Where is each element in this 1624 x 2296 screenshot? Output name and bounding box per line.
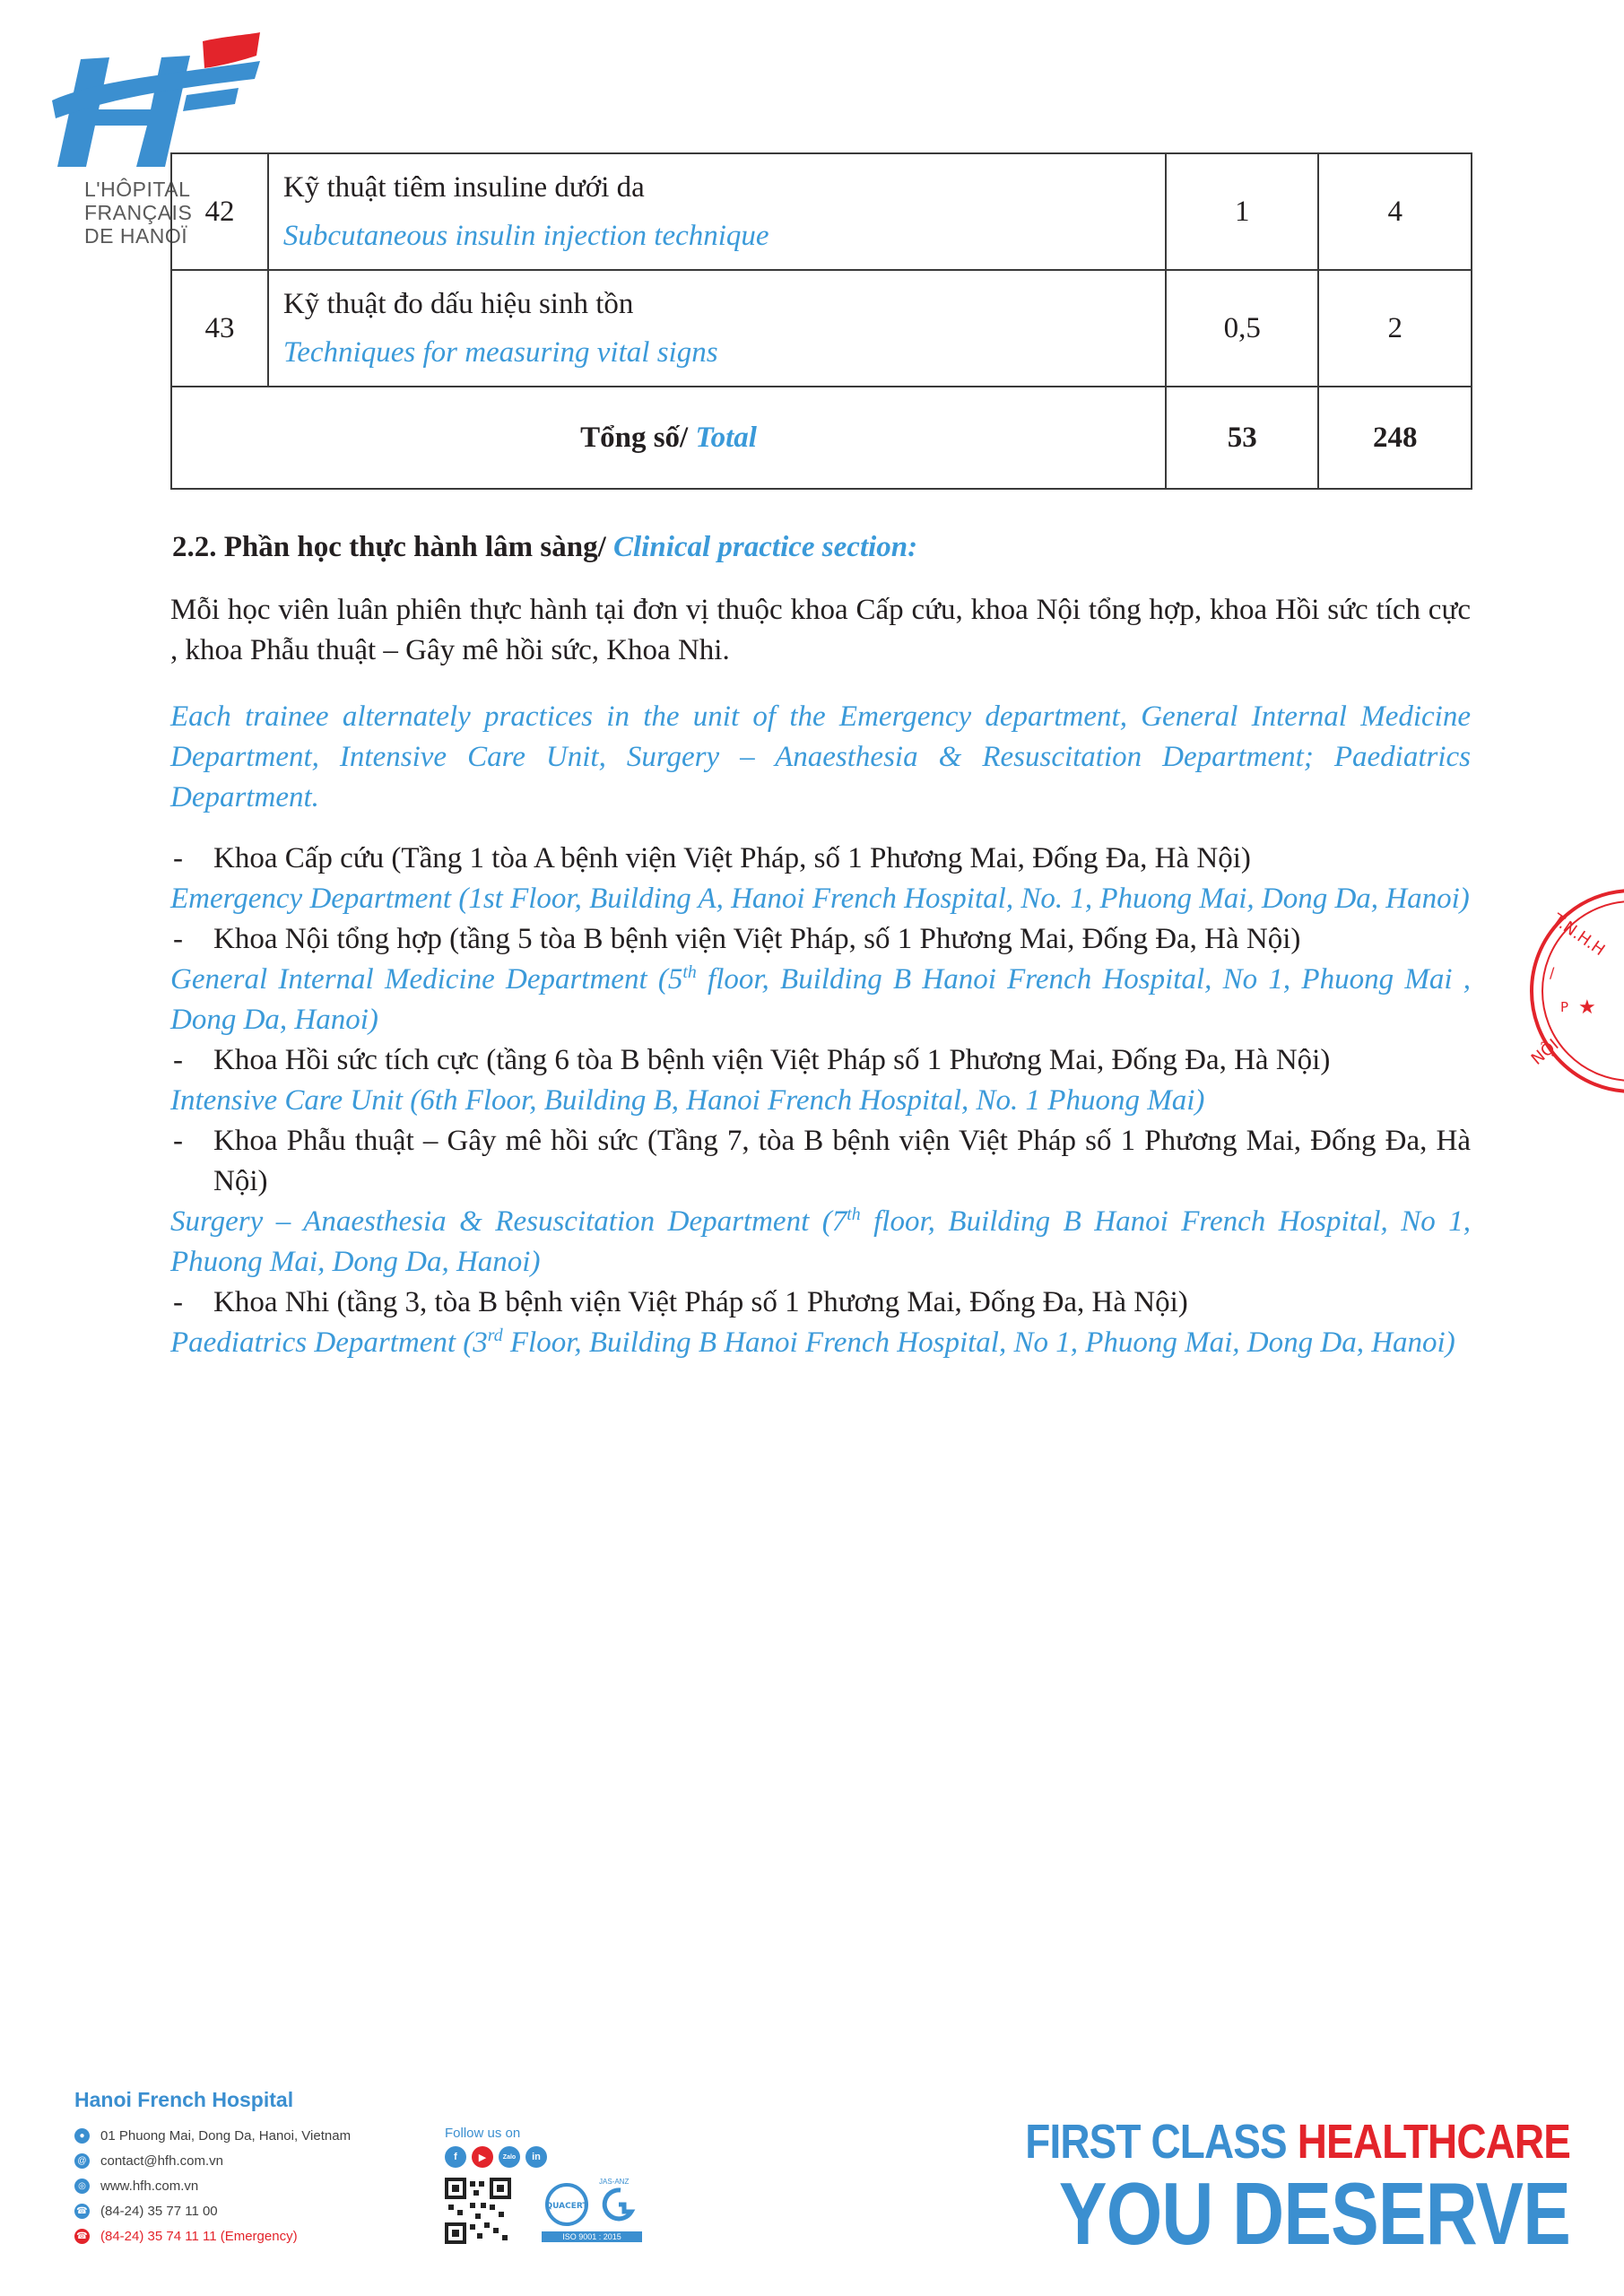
department-text-en: Floor, Building B Hanoi French Hospital, No 1, Phuong Mai, Dong Da, Hanoi) — [502, 1326, 1455, 1359]
svg-text:P: P — [1560, 999, 1569, 1015]
row-description — [268, 270, 1166, 387]
department-text-en: General Internal Medicine Department (5 — [170, 963, 683, 996]
globe-icon: ◎ — [74, 2179, 90, 2194]
cert-iso: ISO 9001 : 2015 — [542, 2231, 642, 2242]
row-number: 42 — [171, 153, 268, 270]
follow-us — [445, 2126, 547, 2168]
youtube-icon[interactable]: ▶ — [472, 2146, 493, 2168]
footer-phone[interactable] — [74, 2198, 351, 2223]
linkedin-icon[interactable]: in — [525, 2146, 547, 2168]
list-dash: - — [173, 1125, 183, 1157]
department-text-vi: Khoa Hồi sức tích cực (tầng 6 tòa B bệnh viện Việt Pháp số 1 Phương Mai, Đống Đa, Hà Nội) — [213, 1044, 1331, 1076]
row-value-1: 0,5 — [1166, 270, 1318, 387]
department-text-en: Paediatrics Department (3 — [170, 1326, 488, 1359]
footer-website[interactable] — [74, 2173, 351, 2198]
row-title-vi: Kỹ thuật tiêm insuline dưới da — [282, 171, 645, 204]
department-text-en: floor, Building B Hanoi French Hospital, No 1, Phuong Mai, Dong Da, Hanoi) — [170, 1205, 1471, 1278]
ordinal-suffix: rd — [487, 1326, 503, 1345]
footer-contact — [74, 2088, 351, 2248]
logo-blue-f-bar — [183, 88, 239, 111]
row-title-en: Techniques for measuring vital signs — [282, 336, 718, 369]
slogan-blue: FIRST CLASS — [1025, 2115, 1298, 2169]
facebook-icon[interactable]: f — [445, 2146, 466, 2168]
footer-email[interactable] — [74, 2148, 351, 2173]
total-value-2: 248 — [1318, 387, 1472, 489]
paragraph-en: Each trainee alternately practices in the unit of the Emergency department, General Internal Medicine Department, Intensive Care Unit, Surgery – Anaesthesia & Resuscitation Department; Paediatrics Department. — [170, 700, 1471, 813]
ordinal-suffix: th — [682, 962, 697, 982]
qr-code — [445, 2178, 511, 2244]
paragraph-vi: Mỗi học viên luân phiên thực hành tại đơn vị thuộc khoa Cấp cứu, khoa Nội tổng hợp, khoa Hồi sức tích cực , khoa Phẫu thuật – Gây mê hồi sức, Khoa Nhi. — [170, 594, 1471, 666]
footer-email-text: contact@hfh.com.vn — [100, 2152, 223, 2169]
slogan-red: HEALTHCARE — [1297, 2115, 1570, 2169]
slogan-line-2: YOU DESERVE — [1058, 2164, 1570, 2263]
table-row — [171, 153, 1472, 270]
email-icon: @ — [74, 2153, 90, 2169]
svg-text:★: ★ — [1578, 996, 1596, 1019]
row-value-2: 4 — [1318, 153, 1472, 270]
department-item-en: Emergency Department (1st Floor, Building A, Hanoi French Hospital, No. 1, Phuong Mai, Dong Da, Hanoi) — [170, 883, 1470, 915]
ordinal-suffix: th — [847, 1205, 861, 1224]
official-stamp — [1515, 879, 1624, 1103]
department-item-vi — [170, 919, 1471, 960]
department-text-vi: Khoa Phẫu thuật – Gây mê hồi sức (Tầng 7, tòa B bệnh viện Việt Pháp số 1 Phương Mai, Đống Đa, Hà Nội) — [213, 1125, 1471, 1197]
footer-emergency[interactable] — [74, 2223, 351, 2248]
course-table — [170, 152, 1472, 490]
department-item-en — [170, 1202, 1471, 1283]
zalo-icon[interactable]: Zalo — [499, 2146, 520, 2168]
location-icon: ● — [74, 2128, 90, 2144]
cert-name: QUACERT — [545, 2202, 588, 2211]
department-text-en: Surgery – Anaesthesia & Resuscitation Department (7 — [170, 1205, 847, 1238]
svg-text:T.N.H.H: T.N.H.H — [1549, 909, 1609, 961]
department-list — [170, 839, 1471, 1363]
svg-text:NỘI: NỘI — [1527, 1035, 1563, 1069]
svg-text:/: / — [1550, 964, 1555, 981]
logo-blue-h — [57, 56, 190, 167]
total-label — [171, 387, 1166, 489]
department-text-vi: Khoa Cấp cứu (Tầng 1 tòa A bệnh viện Việt Pháp, số 1 Phương Mai, Đống Đa, Hà Nội) — [213, 842, 1251, 874]
department-item-en — [170, 960, 1471, 1040]
social-icons — [445, 2146, 547, 2168]
department-item-vi — [170, 1283, 1471, 1323]
department-item-vi — [170, 839, 1471, 879]
footer-hospital-name: Hanoi French Hospital — [74, 2088, 294, 2111]
department-item-en — [170, 1323, 1471, 1363]
certification — [542, 2178, 642, 2244]
list-dash: - — [173, 1044, 183, 1076]
table-row — [171, 270, 1472, 387]
slogan-line-1 — [1025, 2115, 1570, 2169]
section-heading — [172, 531, 917, 564]
total-label-en: Total — [695, 421, 757, 454]
footer-address-text: 01 Phuong Mai, Dong Da, Hanoi, Vietnam — [100, 2127, 352, 2144]
row-title-en: Subcutaneous insulin injection technique — [282, 220, 769, 252]
list-dash: - — [173, 923, 183, 955]
emergency-phone-icon: ☎ — [74, 2229, 90, 2244]
logo-line: L'HÔPITAL — [84, 178, 191, 201]
logo-line: DE HANOÏ — [84, 224, 188, 248]
department-text-vi: Khoa Nội tổng hợp (tầng 5 tòa B bệnh viện Việt Pháp, số 1 Phương Mai, Đống Đa, Hà Nội) — [213, 923, 1301, 955]
table-total-row — [171, 387, 1472, 489]
row-value-2: 2 — [1318, 270, 1472, 387]
department-item-vi — [170, 1121, 1471, 1202]
row-value-1: 1 — [1166, 153, 1318, 270]
certification-badge — [542, 2178, 642, 2231]
row-number: 43 — [171, 270, 268, 387]
footer-emergency-text: (84-24) 35 74 11 11 (Emergency) — [100, 2228, 298, 2244]
total-value-1: 53 — [1166, 387, 1318, 489]
department-item-vi — [170, 1040, 1471, 1081]
list-dash: - — [173, 1286, 183, 1318]
department-text-vi: Khoa Nhi (tầng 3, tòa B bệnh viện Việt Pháp số 1 Phương Mai, Đống Đa, Hà Nội) — [213, 1286, 1188, 1318]
cert-jas: JAS-ANZ — [599, 2178, 630, 2186]
slogan — [929, 2115, 1570, 2263]
logo-line: FRANÇAIS — [84, 201, 193, 224]
section-heading-vi: 2.2. Phần học thực hành lâm sàng/ — [172, 531, 613, 563]
follow-label: Follow us on — [445, 2126, 521, 2141]
row-description — [268, 153, 1166, 270]
phone-icon: ☎ — [74, 2204, 90, 2219]
footer-phone-text: (84-24) 35 77 11 00 — [100, 2203, 218, 2219]
footer-website-text: www.hfh.com.vn — [100, 2178, 199, 2194]
row-title-vi: Kỹ thuật đo dấu hiệu sinh tồn — [282, 288, 634, 320]
department-item-en: Intensive Care Unit (6th Floor, Building B, Hanoi French Hospital, No. 1 Phuong Mai) — [170, 1084, 1205, 1117]
section-heading-en: Clinical practice section: — [613, 531, 918, 563]
footer-address — [74, 2123, 351, 2148]
total-label-vi: Tổng số/ — [580, 421, 696, 454]
list-dash: - — [173, 842, 183, 874]
department-text-en: floor, Building B Hanoi French Hospital, No 1, Phuong Mai , Dong Da, Hanoi) — [170, 963, 1471, 1036]
